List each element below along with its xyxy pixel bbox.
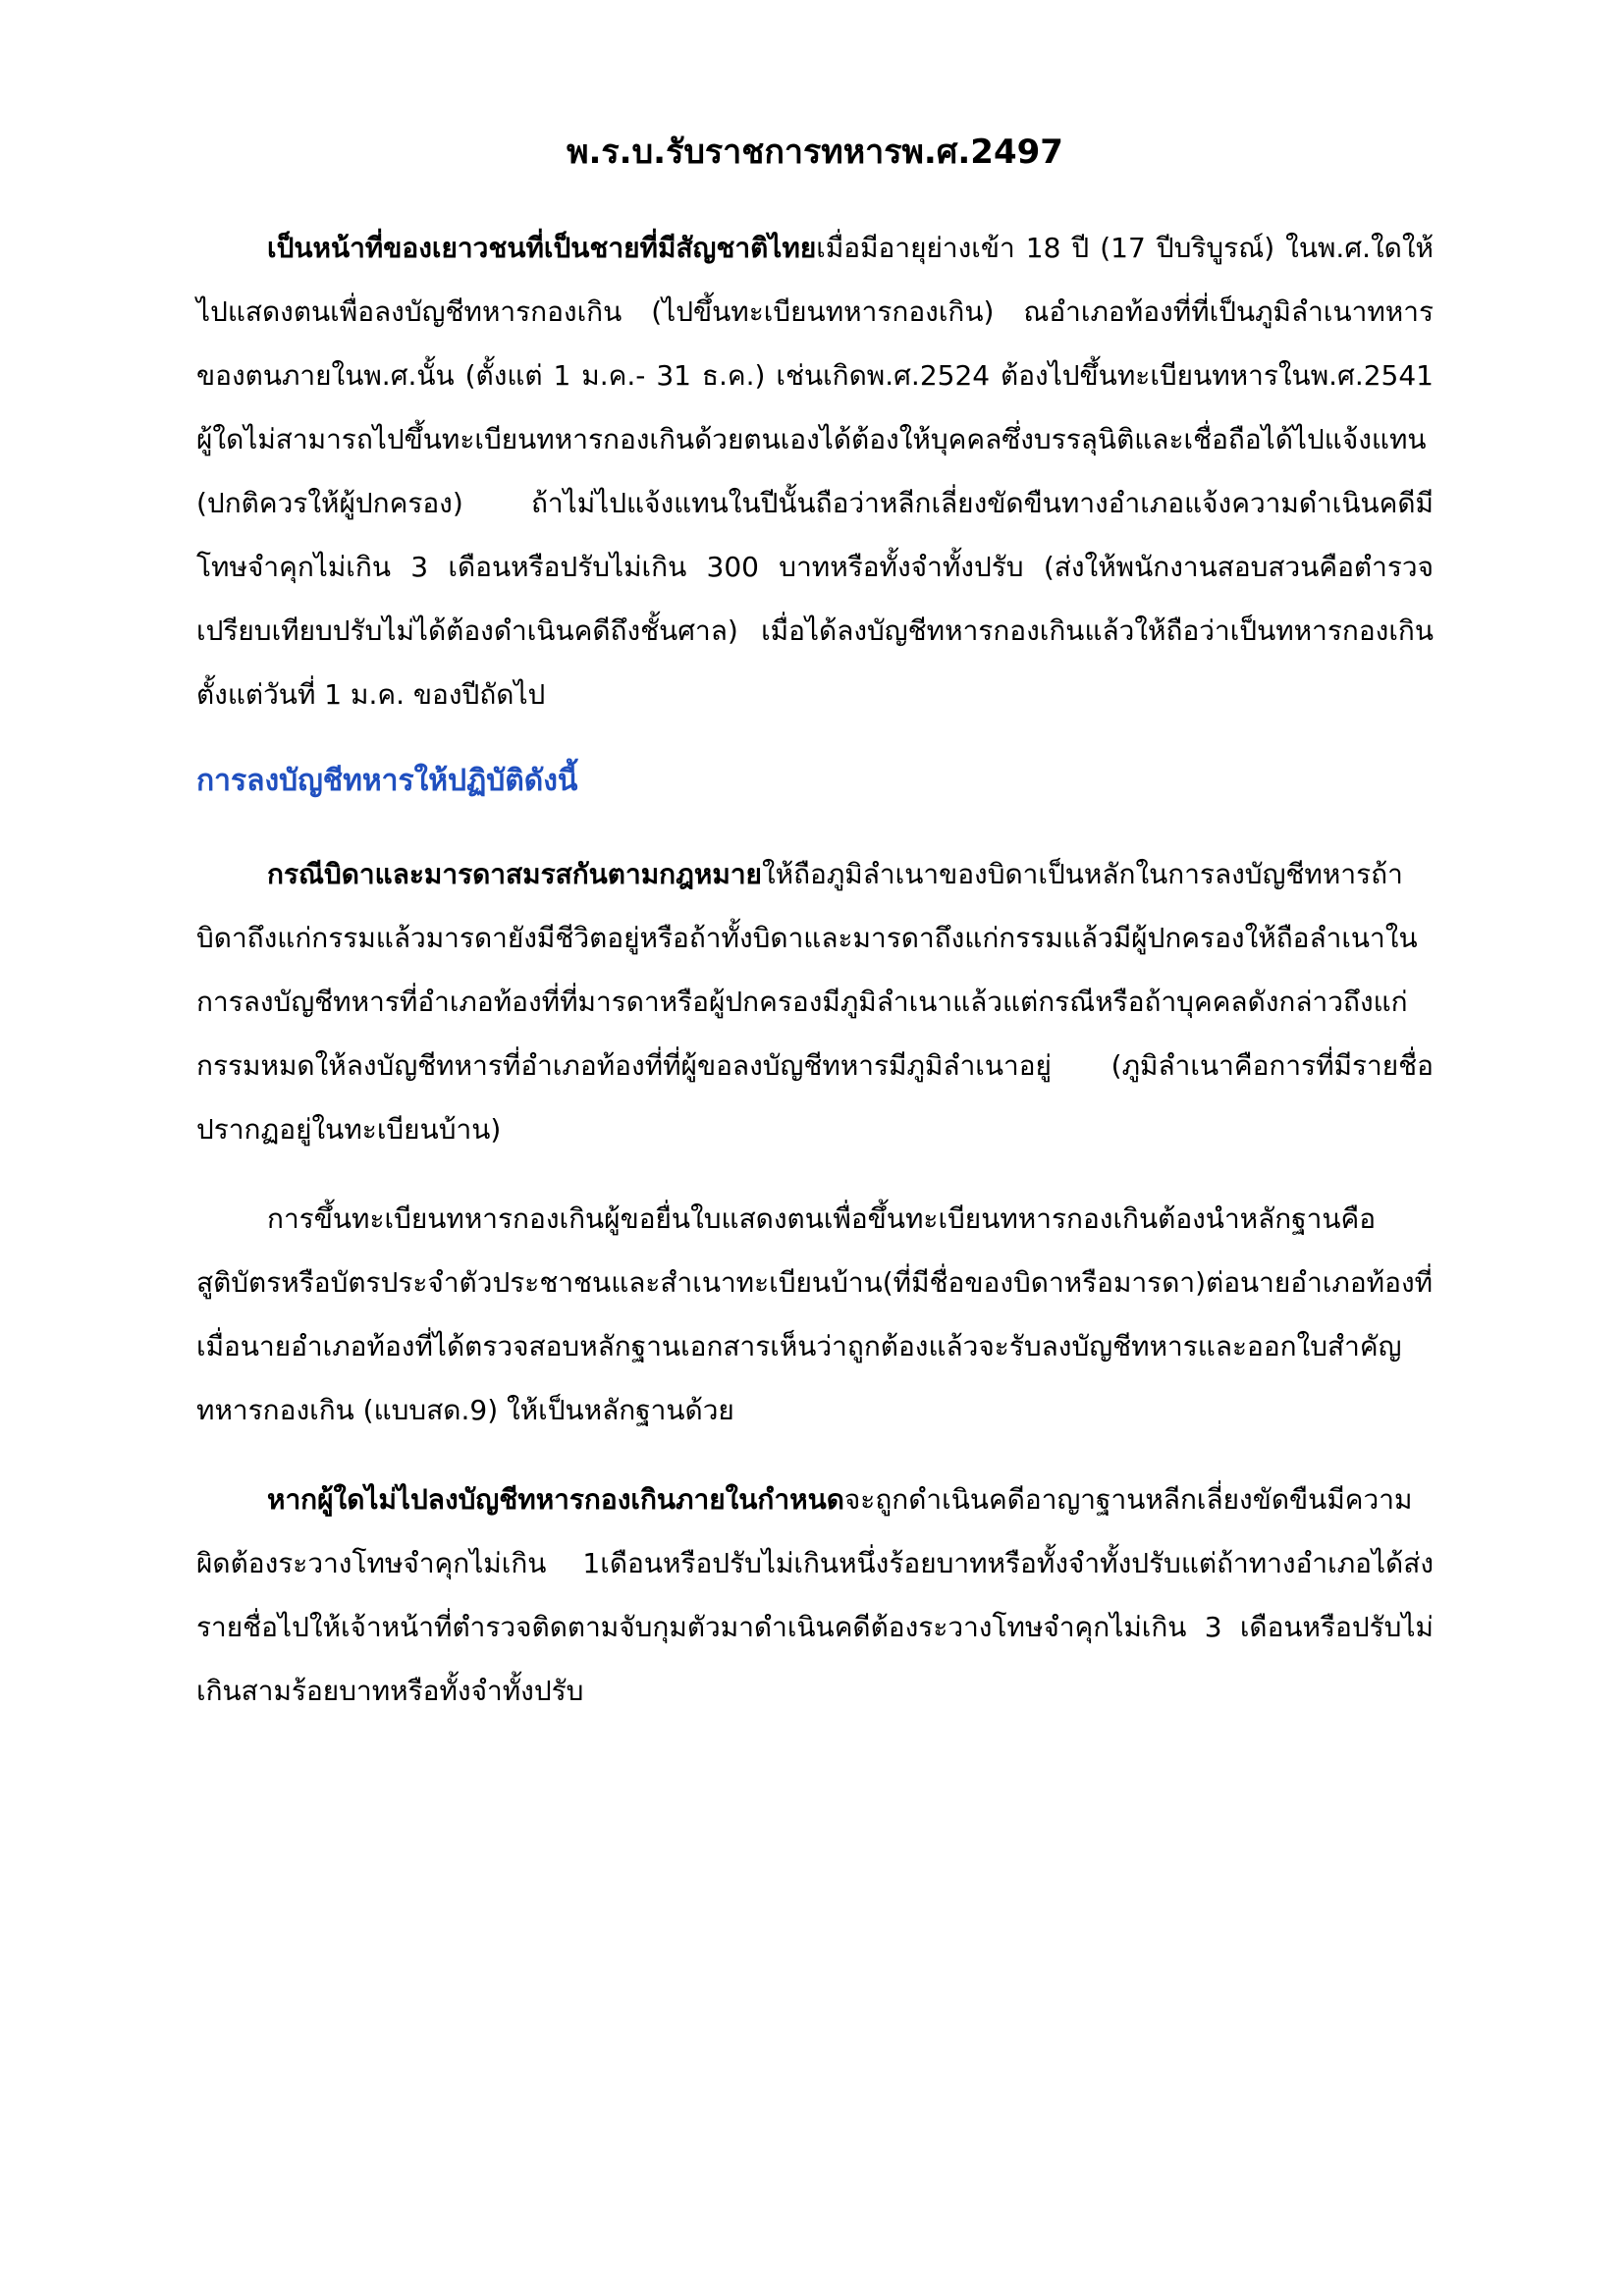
paragraph-2 [196,842,1434,1161]
paragraph-3 [196,1187,1434,1442]
paragraph-3-body: การขึ้นทะเบียนทหารกองเกินผู้ขอยื่นใบแสดงตนเพื่อขึ้นทะเบียนทหารกองเกินต้องนำหลักฐานคือสูติบัตรหรือบัตรประจำตัวประชาชนและสำเนาทะเบียนบ้าน(ที่มีชื่อของบิดาหรือมารดา)ต่อนายอำเภอท้องที่เมื่อนายอำเภอท้องที่ได้ตรวจสอบหลักฐานเอกสารเห็นว่าถูกต้องแล้วจะรับลงบัญชีทหารและออกใบสำคัญทหารกองเกิน (แบบสด.9) ให้เป็นหลักฐานด้วย [196,1202,1434,1426]
document-title: พ.ร.บ.รับราชการทหารพ.ศ.2497 [567,133,1063,172]
paragraph-1-lead: เป็นหน้าที่ของเยาวชนที่เป็นชายที่มีสัญชาติไทย [267,232,817,264]
section-heading: การลงบัญชีทหารให้ปฏิบัติดังนี้ [196,764,578,798]
paragraph-1-body: เมื่อมีอายุย่างเข้า 18 ปี (17 ปีบริบูรณ์) ในพ.ศ.ใดให้ไปแสดงตนเพื่อลงบัญชีทหารกองเกิน (ไปขึ้นทะเบียนทหารกองเกิน) ณอำเภอท้องที่ที่เป็นภูมิลำเนาทหารของตนภายในพ.ศ.นั้น (ตั้งแต่ 1 ม.ค.- 31 ธ.ค.) เช่นเกิดพ.ศ.2524 ต้องไปขึ้นทะเบียนทหารในพ.ศ.2541 ผู้ใดไม่สามารถไปขึ้นทะเบียนทหารกองเกินด้วยตนเองได้ต้องให้บุคคลซึ่งบรรลุนิติและเชื่อถือได้ไปแจ้งแทน (ปกติควรให้ผู้ปกครอง) ถ้าไม่ไปแจ้งแทนในปีนั้นถือว่าหลีกเลี่ยงขัดขืนทางอำเภอแจ้งความดำเนินคดีมีโทษจำคุกไม่เกิน 3 เดือนหรือปรับไม่เกิน 300 บาทหรือทั้งจำทั้งปรับ (ส่งให้พนักงานสอบสวนคือตำรวจเปรียบเทียบปรับไม่ได้ต้องดำเนินคดีถึงชั้นศาล) เมื่อได้ลงบัญชีทหารกองเกินแล้วให้ถือว่าเป็นทหารกองเกินตั้งแต่วันที่ 1 ม.ค. ของปีถัดไป [196,232,1434,711]
paragraph-4-lead: หากผู้ใดไม่ไปลงบัญชีทหารกองเกินภายในกำหนด [267,1483,844,1516]
document-page [196,128,1434,1723]
paragraph-1 [196,216,1434,726]
paragraph-2-lead: กรณีบิดาและมารดาสมรสกันตามกฎหมาย [267,858,762,890]
paragraph-4 [196,1468,1434,1723]
paragraph-2-body: ให้ถือภูมิลำเนาของบิดาเป็นหลักในการลงบัญชีทหารถ้าบิดาถึงแก่กรรมแล้วมารดายังมีชีวิตอยู่หรือถ้าทั้งบิดาและมารดาถึงแก่กรรมแล้วมีผู้ปกครองให้ถือลำเนาในการลงบัญชีทหารที่อำเภอท้องที่ที่มารดาหรือผู้ปกครองมีภูมิลำเนาแล้วแต่กรณีหรือถ้าบุคคลดังกล่าวถึงแก่กรรมหมดให้ลงบัญชีทหารที่อำเภอท้องที่ที่ผู้ขอลงบัญชีทหารมีภูมิลำเนาอยู่ (ภูมิลำเนาคือการที่มีรายชื่อปรากฏอยู่ในทะเบียนบ้าน) [196,858,1434,1146]
paragraph-4-body: จะถูกดำเนินคดีอาญาฐานหลีกเลี่ยงขัดขืนมีความผิดต้องระวางโทษจำคุกไม่เกิน 1เดือนหรือปรับไม่เกินหนึ่งร้อยบาทหรือทั้งจำทั้งปรับแต่ถ้าทางอำเภอได้ส่งรายชื่อไปให้เจ้าหน้าที่ตำรวจติดตามจับกุมตัวมาดำเนินคดีต้องระวางโทษจำคุกไม่เกิน 3 เดือนหรือปรับไม่เกินสามร้อยบาทหรือทั้งจำทั้งปรับ [196,1483,1434,1707]
